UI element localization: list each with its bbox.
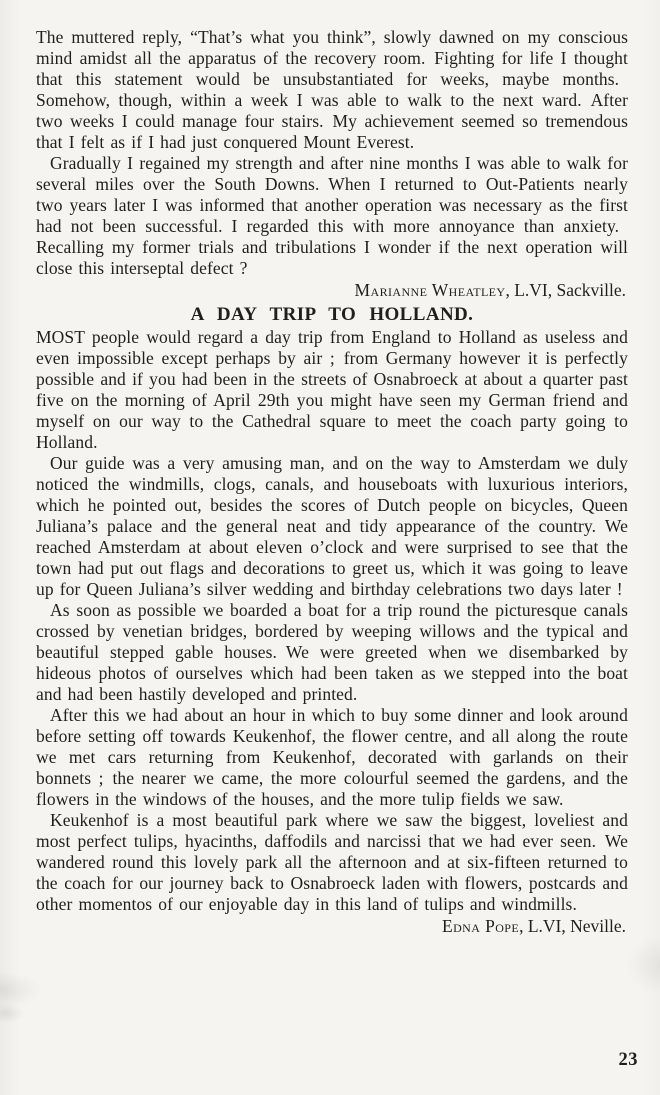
byline bbox=[36, 280, 628, 301]
paragraph: After this we had about an hour in which to buy some dinner and look around before setting off towards Keukenhof, the flower centre, and all along the route we met cars returning from Keukenhof, decorated with garlands on their bonnets ; the nearer we came, the more colourful seemed the gardens, and the flowers in the windows of the houses, and the more tulip fields we saw. bbox=[36, 705, 628, 809]
article-title: A DAY TRIP TO HOLLAND. bbox=[190, 304, 474, 325]
byline-author-name: Marianne Wheatley bbox=[354, 280, 506, 300]
byline-author-name: Edna Pope bbox=[442, 916, 520, 936]
byline-suffix: , L.VI, Neville. bbox=[519, 916, 626, 936]
paragraph: As soon as possible we boarded a boat for a trip round the picturesque canals crossed by venetian bridges, bordered by weeping willows and the typical and beautiful stepped gable houses. We were greeted when we disembarked by hideous photos of ourselves which had been taken as we stepped into the boat and had been hastily developed and printed. bbox=[36, 600, 628, 704]
page-number: 23 bbox=[618, 1050, 638, 1070]
article-recovery-continuation bbox=[36, 27, 628, 301]
byline bbox=[36, 916, 628, 937]
article-holland bbox=[36, 303, 628, 937]
paragraph: MOST people would regard a day trip from England to Holland as useless and even impossible except perhaps by air ; from Germany however it is perfectly possible and if you had been in the streets of Osnabroeck at about a quarter past five on the morning of April 29th you might have seen my German friend and myself on our way to the Cathedral square to meet the coach party going to Holland. bbox=[36, 327, 628, 452]
page-content bbox=[36, 27, 628, 937]
paragraph: The muttered reply, “That’s what you think”, slowly dawned on my conscious mind amidst all the apparatus of the recovery room. Fighting for life I thought that this statement would be unsubstantiated for weeks, maybe months. Somehow, though, within a week I was able to walk to the next ward. After two weeks I could manage four stairs. My achievement seemed so tremendous that I felt as if I had just conquered Mount Everest. bbox=[36, 27, 628, 152]
paragraph: Keukenhof is a most beautiful park where we saw the biggest, loveliest and most perfect tulips, hyacinths, daffodils and narcissi that we had ever seen. We wandered round this lovely park all the afternoon and at six-fifteen returned to the coach for our journey back to Osnabroeck laden with flowers, postcards and other momentos of our enjoyable day in this land of tulips and windmills. bbox=[36, 810, 628, 914]
byline-suffix: , L.VI, Sackville. bbox=[505, 280, 626, 300]
paragraph: Our guide was a very amusing man, and on the way to Amsterdam we duly noticed the windmills, clogs, canals, and houseboats with luxurious interiors, which he pointed out, besides the scores of Dutch people on bicycles, Queen Juliana’s palace and the general neat and tidy appearance of the country. We reached Amsterdam at about eleven o’clock and were surprised to see that the town had put out flags and decorations to greet us, which it was going to leave up for Queen Juliana’s silver wedding and birthday celebrations two days later ! bbox=[36, 453, 628, 599]
paragraph: Gradually I regained my strength and after nine months I was able to walk for several miles over the South Downs. When I returned to Out-Patients nearly two years later I was informed that another operation was necessary as the first had not been successful. I regarded this with more annoyance than anxiety. Recalling my former trials and tribulations I wonder if the next operation will close this interseptal defect ? bbox=[36, 153, 628, 278]
